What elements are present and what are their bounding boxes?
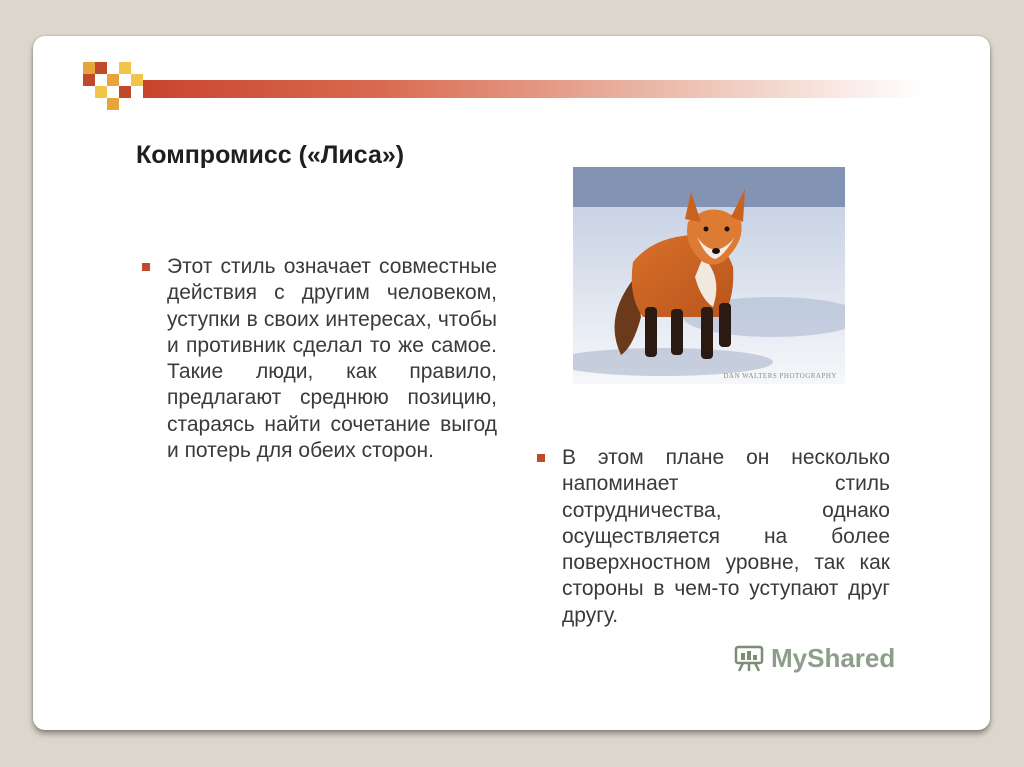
bullet-text-1: Этот стиль означает совместные действия с другим человеком, уступки в своих интересах, чтобы и противник сделал то же самое. Такие люди, как правило, предлагают среднюю позицию, стараясь найти сочетание выгод и потерь для обеих сторон. [167, 255, 497, 463]
bullet-marker [537, 454, 545, 462]
bullet-item-2 [562, 445, 890, 629]
watermark-text: MyShared [771, 642, 896, 673]
bullet-marker [142, 263, 150, 271]
bullet-text-2: В этом плане он несколько напоминает стиль сотрудничества, однако осуществляется на более поверхностном уровне, так как стороны в чем-то уступают друг другу. [562, 446, 890, 627]
slide-title: Компромисс («Лиса») [136, 141, 405, 169]
fox-illustration [573, 167, 845, 384]
presentation-icon [733, 643, 765, 673]
myshared-watermark [733, 641, 895, 675]
header-gradient-bar [143, 80, 923, 98]
fox-photo [573, 167, 845, 384]
slide [33, 36, 990, 730]
photo-credit: DAN WALTERS PHOTOGRAPHY [723, 372, 837, 380]
bullet-item-1 [167, 254, 497, 464]
